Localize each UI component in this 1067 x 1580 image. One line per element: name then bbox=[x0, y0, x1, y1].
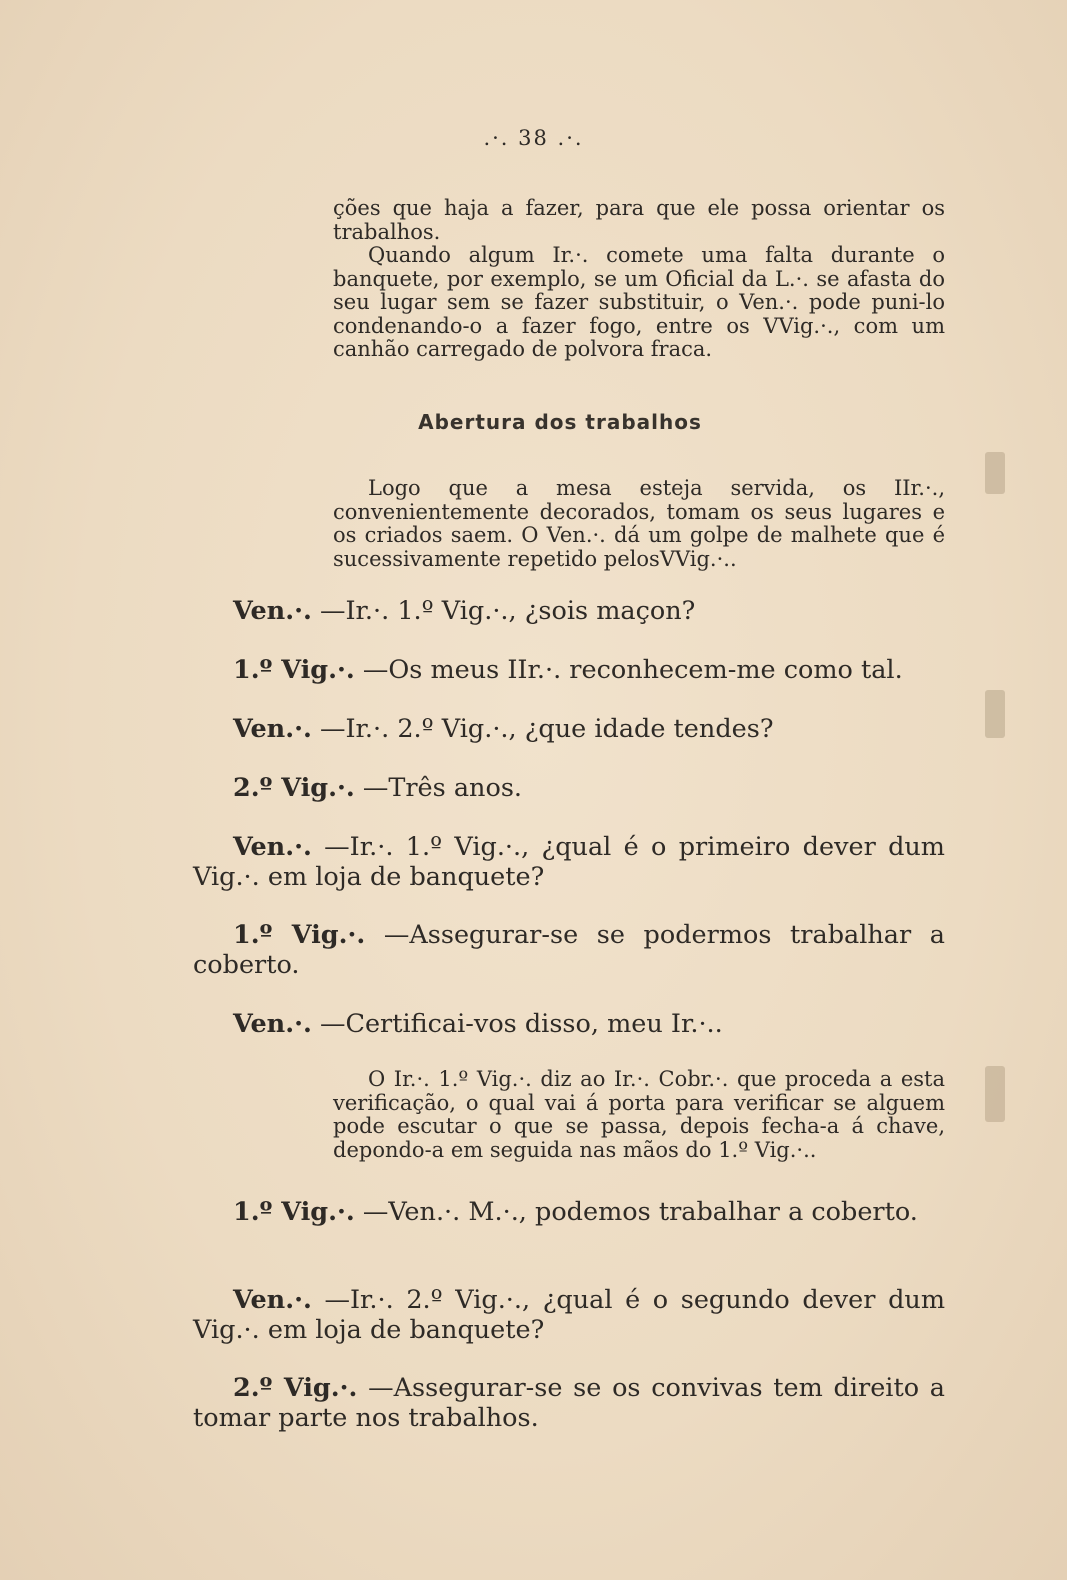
speaker: 1.º Vig.·. bbox=[233, 1197, 355, 1227]
paragraph-penalty: Quando algum Ir.·. comete uma falta durante o banquete, por exemplo, se um Oficial da L.·. se afasta do seu lugar sem se fazer substituir, o Ven.·. pode puni-lo condenando-o a fazer fogo, entre os VVig.·., com um canhão carregado de polvora fraca. bbox=[333, 243, 945, 362]
paragraph-opening: Logo que a mesa esteja servida, os IIr.·., convenientemente decorados, tomam os seus lugares e os criados saem. O Ven.·. dá um golpe de malhete que é sucessivamente repetido pelosVVig.·.. bbox=[333, 476, 945, 571]
speech: —Os meus IIr.·. reconhecem-me como tal. bbox=[362, 655, 903, 685]
speech: —Ven.·. M.·., podemos trabalhar a coberto. bbox=[362, 1197, 918, 1227]
paragraph-continuation: ções que haja a fazer, para que ele possa orientar os trabalhos. bbox=[333, 196, 945, 244]
speaker: 2.º Vig.·. bbox=[233, 773, 355, 803]
section-heading: Abertura dos trabalhos bbox=[418, 410, 702, 434]
speech: —Certificai-vos disso, meu Ir.·.. bbox=[319, 1009, 723, 1039]
speaker: Ven.·. bbox=[233, 714, 312, 744]
binding-hole-mark bbox=[985, 452, 1005, 494]
dialogue-line bbox=[193, 920, 945, 980]
speaker: 1.º Vig.·. bbox=[233, 655, 355, 685]
dialogue-line bbox=[193, 714, 945, 744]
dialogue-line bbox=[193, 832, 945, 892]
speaker: Ven.·. bbox=[233, 832, 312, 862]
binding-hole-mark bbox=[985, 1066, 1005, 1122]
speaker: Ven.·. bbox=[233, 1285, 312, 1315]
dialogue-line bbox=[193, 773, 945, 803]
speech: —Ir.·. 2.º Vig.·., ¿qual é o segundo dever dum Vig.·. em loja de banquete? bbox=[193, 1285, 945, 1345]
page-number: .·. 38 .·. bbox=[483, 126, 584, 150]
speaker: Ven.·. bbox=[233, 596, 312, 626]
dialogue-line bbox=[193, 1009, 945, 1039]
speech: —Três anos. bbox=[362, 773, 523, 803]
speech: —Assegurar-se se os convivas tem direito a tomar parte nos trabalhos. bbox=[193, 1373, 945, 1433]
paragraph-verification: O Ir.·. 1.º Vig.·. diz ao Ir.·. Cobr.·. que proceda a esta verificação, o qual vai á porta para verificar se alguem pode escutar o que se passa, depois fecha-a á chave, depondo-a em seguida nas mãos do 1.º Vig.·.. bbox=[333, 1067, 945, 1162]
dialogue-line bbox=[193, 1373, 945, 1433]
dialogue-line bbox=[193, 655, 945, 685]
speaker: 1.º Vig.·. bbox=[233, 920, 366, 950]
dialogue-line bbox=[193, 1197, 945, 1227]
speech: —Assegurar-se se podermos trabalhar a coberto. bbox=[193, 920, 945, 980]
speech: —Ir.·. 2.º Vig.·., ¿que idade tendes? bbox=[319, 714, 774, 744]
binding-hole-mark bbox=[985, 690, 1005, 738]
dialogue-line bbox=[193, 1285, 945, 1345]
speech: —Ir.·. 1.º Vig.·., ¿qual é o primeiro dever dum Vig.·. em loja de banquete? bbox=[193, 832, 945, 892]
speech: —Ir.·. 1.º Vig.·., ¿sois maçon? bbox=[319, 596, 696, 626]
dialogue-line bbox=[193, 596, 945, 626]
speaker: Ven.·. bbox=[233, 1009, 312, 1039]
speaker: 2.º Vig.·. bbox=[233, 1373, 358, 1403]
